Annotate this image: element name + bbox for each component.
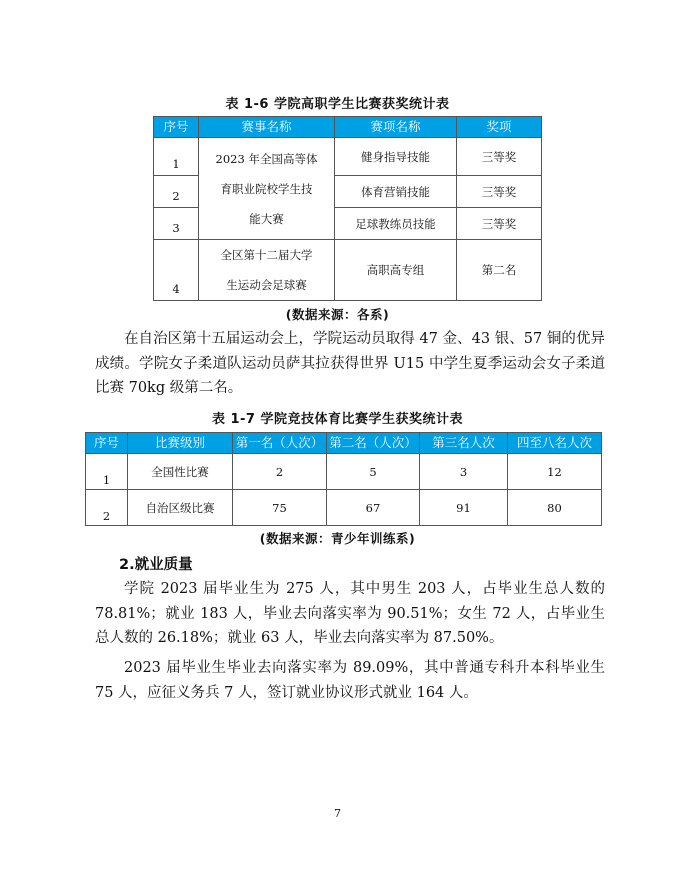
event-name: 足球教练员技能: [335, 208, 457, 240]
competition-name-line: 育职业院校学生技: [220, 181, 313, 196]
competition-name-line: 2023 年全国高等体: [215, 151, 318, 166]
row-no: 2: [154, 176, 199, 208]
header-competition: 赛事名称: [199, 117, 335, 138]
header-fourth-eighth: 四至八名人次: [508, 433, 602, 454]
award-table-1: [153, 116, 542, 301]
table-row: [86, 454, 602, 490]
page-number: 7: [334, 807, 341, 820]
third-place-count: 91: [420, 490, 508, 526]
table-header-row: [154, 117, 542, 138]
table1-source: (数据来源：各系): [285, 307, 390, 322]
paragraph-employment: 学院 2023 届毕业生为 275 人，其中男生 203 人，占毕业生总人数的 78.81%；就业 183 人，毕业去向落实率为 90.51%；女生 72 人，占毕业生总人数的 26.18%；就业 63 人，毕业去向落实率为 87.50%。: [95, 581, 605, 646]
header-no: 序号: [154, 117, 199, 138]
table2-caption: 表 1-7 学院竞技体育比赛学生获奖统计表: [211, 412, 464, 427]
header-third: 第三名人次: [420, 433, 508, 454]
competition-name: [199, 240, 335, 301]
award: 第二名: [457, 240, 542, 301]
competition-level: 全国性比赛: [128, 454, 233, 490]
second-place-count: 67: [327, 490, 420, 526]
third-place-count: 3: [420, 454, 508, 490]
paragraph-games: 在自治区第十五届运动会上，学院运动员取得 47 金、43 银、57 铜的优异成绩。学院女子柔道队运动员萨其拉获得世界 U15 中学生夏季运动会女子柔道比赛 70kg 级第二名。: [95, 331, 605, 396]
event-name: 健身指导技能: [335, 138, 457, 176]
table-header-row: [86, 433, 602, 454]
header-award: 奖项: [457, 117, 542, 138]
row-no: 1: [86, 454, 128, 490]
second-place-count: 5: [327, 454, 420, 490]
first-place-count: 75: [233, 490, 327, 526]
table-row: [86, 490, 602, 526]
competition-level: 自治区级比赛: [128, 490, 233, 526]
paragraph-employment-detail: 2023 届毕业生毕业去向落实率为 89.09%，其中普通专科升本科毕业生 75 人，应征义务兵 7 人，签订就业协议形式就业 164 人。: [95, 660, 605, 701]
header-event: 赛项名称: [335, 117, 457, 138]
table-row: [154, 138, 542, 176]
award: 三等奖: [457, 176, 542, 208]
header-first: 第一名（人次）: [233, 433, 327, 454]
award-table-2: [85, 432, 602, 526]
event-name: 高职高专组: [335, 240, 457, 301]
fourth-eighth-count: 12: [508, 454, 602, 490]
table2-source: (数据来源：青少年训练系): [259, 531, 416, 546]
row-no: 1: [154, 138, 199, 176]
competition-name-line: 能大赛: [249, 211, 284, 226]
header-second: 第二名（人次）: [327, 433, 420, 454]
row-no: 4: [154, 240, 199, 301]
award: 三等奖: [457, 208, 542, 240]
fourth-eighth-count: 80: [508, 490, 602, 526]
competition-name-line: 生运动会足球赛: [226, 278, 307, 292]
event-name: 体育营销技能: [335, 176, 457, 208]
table-row: [154, 240, 542, 301]
header-no: 序号: [86, 433, 128, 454]
competition-name-merged: [199, 138, 335, 240]
first-place-count: 2: [233, 454, 327, 490]
row-no: 3: [154, 208, 199, 240]
competition-name-line: 全区第十二届大学: [220, 248, 313, 262]
table1-caption: 表 1-6 学院高职学生比赛获奖统计表: [225, 97, 450, 112]
row-no: 2: [86, 490, 128, 526]
header-level: 比赛级别: [128, 433, 233, 454]
award: 三等奖: [457, 138, 542, 176]
section-title: 2.就业质量: [119, 557, 193, 573]
